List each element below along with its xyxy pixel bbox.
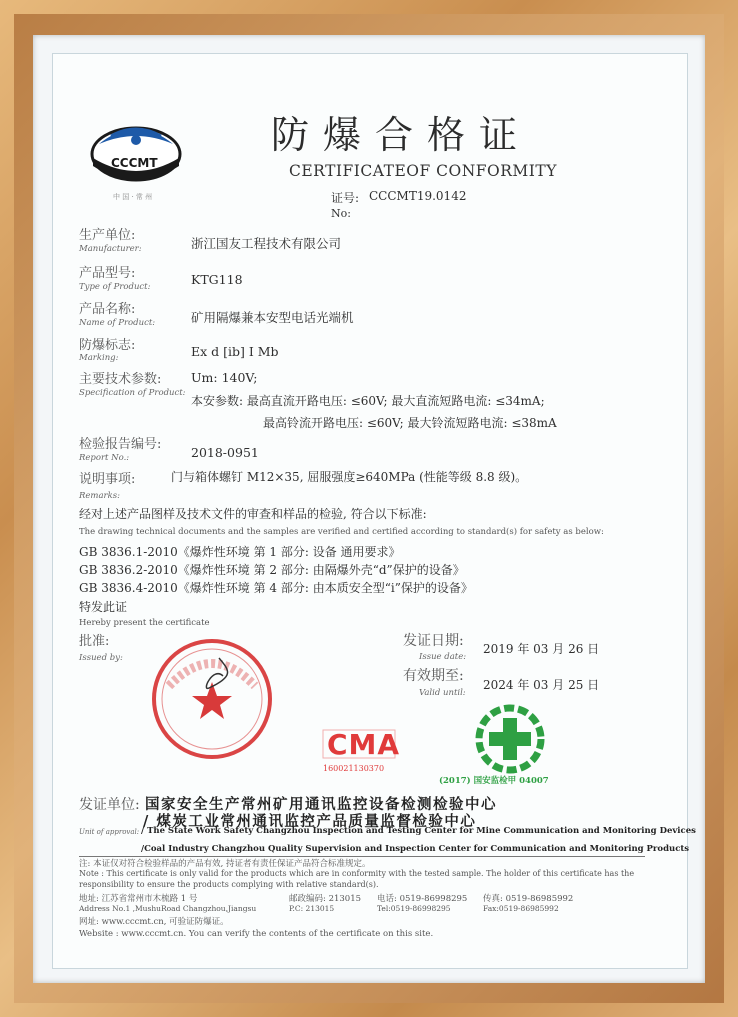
name-label-cn: 产品名称: [79,302,136,317]
safety-mark [439,704,599,784]
name-value: 矿用隔爆兼本安型电话光端机 [191,310,354,325]
marking-label-cn: 防爆标志: [79,338,136,353]
title-cn: 防爆合格证 [271,113,532,157]
manufacturer-label-cn: 生产单位: [79,228,136,243]
issuer-name-en-2: /Coal Industry Changzhou Quality Supervision and Inspection Center for Communication and Monitoring Products [141,844,690,854]
website-en: Website : www.cccmt.cn. You can verify the contents of the certificate on this site. [79,929,434,939]
address-cn: 地址: 江苏省常州市木梳路 1 号 [79,894,198,904]
postcode-cn: 邮政编码: 213015 [289,894,362,904]
standards-intro-en: The drawing technical documents and the samples are verified and certified according to standard(s) for safety as below: [79,527,604,537]
postcode-en: P.C: 213015 [289,904,335,913]
marking-value: Ex d [ib] I Mb [191,344,279,359]
spec-line-2: 本安参数: 最高直流开路电压: ≤60V; 最大直流短路电流: ≤34mA; [191,394,545,408]
red-seal-icon [149,636,275,762]
approve-label-cn: 批准: [79,634,110,649]
note-en-2: responsibility to ensure the products complying with relative standard(s). [79,880,379,889]
spec-line-3: 最高铃流开路电压: ≤60V; 最大铃流短路电流: ≤38mA [263,416,557,430]
spec-line-1: Um: 140V; [191,370,258,385]
approve-label-en: Issued by: [79,653,123,663]
logo-subtext: 中 国 · 常 州 [113,193,153,201]
cma-mark [321,726,401,776]
safety-mark-number: (2017) 国安监检甲 04007 [439,776,549,786]
hereby-en: Hereby present the certificate [79,618,210,628]
standard-item-1: GB 3836.1-2010《爆炸性环境 第 1 部分: 设备 通用要求》 [79,545,401,559]
tel-cn: 电话: 0519-86998295 [377,894,468,904]
issue-date-label-cn: 发证日期: [403,633,464,649]
cert-no: CCCMT19.0142 [369,189,467,203]
note-en-1: Note : This certificate is only valid for the products which are in conformity with the tested sample. The holder of this certificate has the [79,869,635,878]
manufacturer-label-en: Manufacturer: [79,244,142,254]
name-label-en: Name of Product: [79,318,156,328]
note-cn: 注: 本证仅对符合检验样品的产品有效, 持证者有责任保证产品符合标准规定。 [79,859,371,869]
cert-no-en: No: [331,207,351,220]
green-cross-icon [475,704,545,774]
tel-en: Tel:0519-86998295 [377,904,451,913]
report-label-cn: 检验报告编号: [79,437,162,452]
type-label-cn: 产品型号: [79,266,136,281]
standard-item-3: GB 3836.4-2010《爆炸性环境 第 4 部分: 由本质安全型“i”保护的设备》 [79,581,473,595]
issuer-name-cn-1: 国家安全生产常州矿用通讯监控设备检测检验中心 [145,796,497,813]
issuer-name-cn-2: / 煤炭工业常州通讯监控产品质量监督检验中心 [143,813,477,830]
spec-label-en: Specification of Product: [79,388,186,398]
remarks-value: 门与箱体螺钉 M12×35, 屈服强度≥640MPa (性能等级 8.8 级)。 [171,470,528,484]
title-en: CERTIFICATEOF CONFORMITY [289,162,557,180]
website-cn: 网址: www.cccmt.cn, 可验证防爆证。 [79,917,229,927]
type-label-en: Type of Product: [79,282,151,292]
valid-date-value: 2024 年 03 月 25 日 [483,678,600,692]
fax-en: Fax:0519-86985992 [483,904,559,913]
cert-no-label: 证号: [331,191,360,205]
cma-text: CMA [327,728,401,761]
issuer-label-en: Unit of approval: [79,828,140,836]
issue-date-label-en: Issue date: [419,652,467,662]
manufacturer-value: 浙江国友工程技术有限公司 [191,236,342,251]
issuer-name-en-1: / The State Work Safety Changzhou Inspection and Testing Center for Mine Communication and Monitoring Devices [141,826,696,836]
report-value: 2018-0951 [191,445,259,460]
standard-item-2: GB 3836.2-2010《爆炸性环境 第 2 部分: 由隔爆外壳“d”保护的设备》 [79,563,465,577]
type-value: KTG118 [191,272,243,287]
hereby-cn: 特发此证 [79,600,128,614]
issue-date-value: 2019 年 03 月 26 日 [483,642,600,656]
cma-number: 160021130370 [323,764,385,773]
issuer-label-cn: 发证单位: [79,797,140,813]
official-seal [149,636,275,762]
marking-label-en: Marking: [79,353,119,363]
report-label-en: Report No.: [79,453,130,463]
logo-text: CCCMT [111,156,158,170]
remarks-label-en: Remarks: [79,491,120,501]
spec-label-cn: 主要技术参数: [79,372,162,387]
standards-intro-cn: 经对上述产品图样及技术文件的审查和样品的检验, 符合以下标准: [79,507,427,521]
fax-cn: 传真: 0519-86985992 [483,894,574,904]
address-en: Address No.1 ,MushuRoad Changzhou,Jiangsu [79,904,257,913]
certificate-paper [52,53,696,969]
valid-label-cn: 有效期至: [403,668,464,684]
remarks-label-cn: 说明事项: [79,472,136,487]
cccmt-logo [81,114,191,204]
valid-label-en: Valid until: [419,688,466,698]
